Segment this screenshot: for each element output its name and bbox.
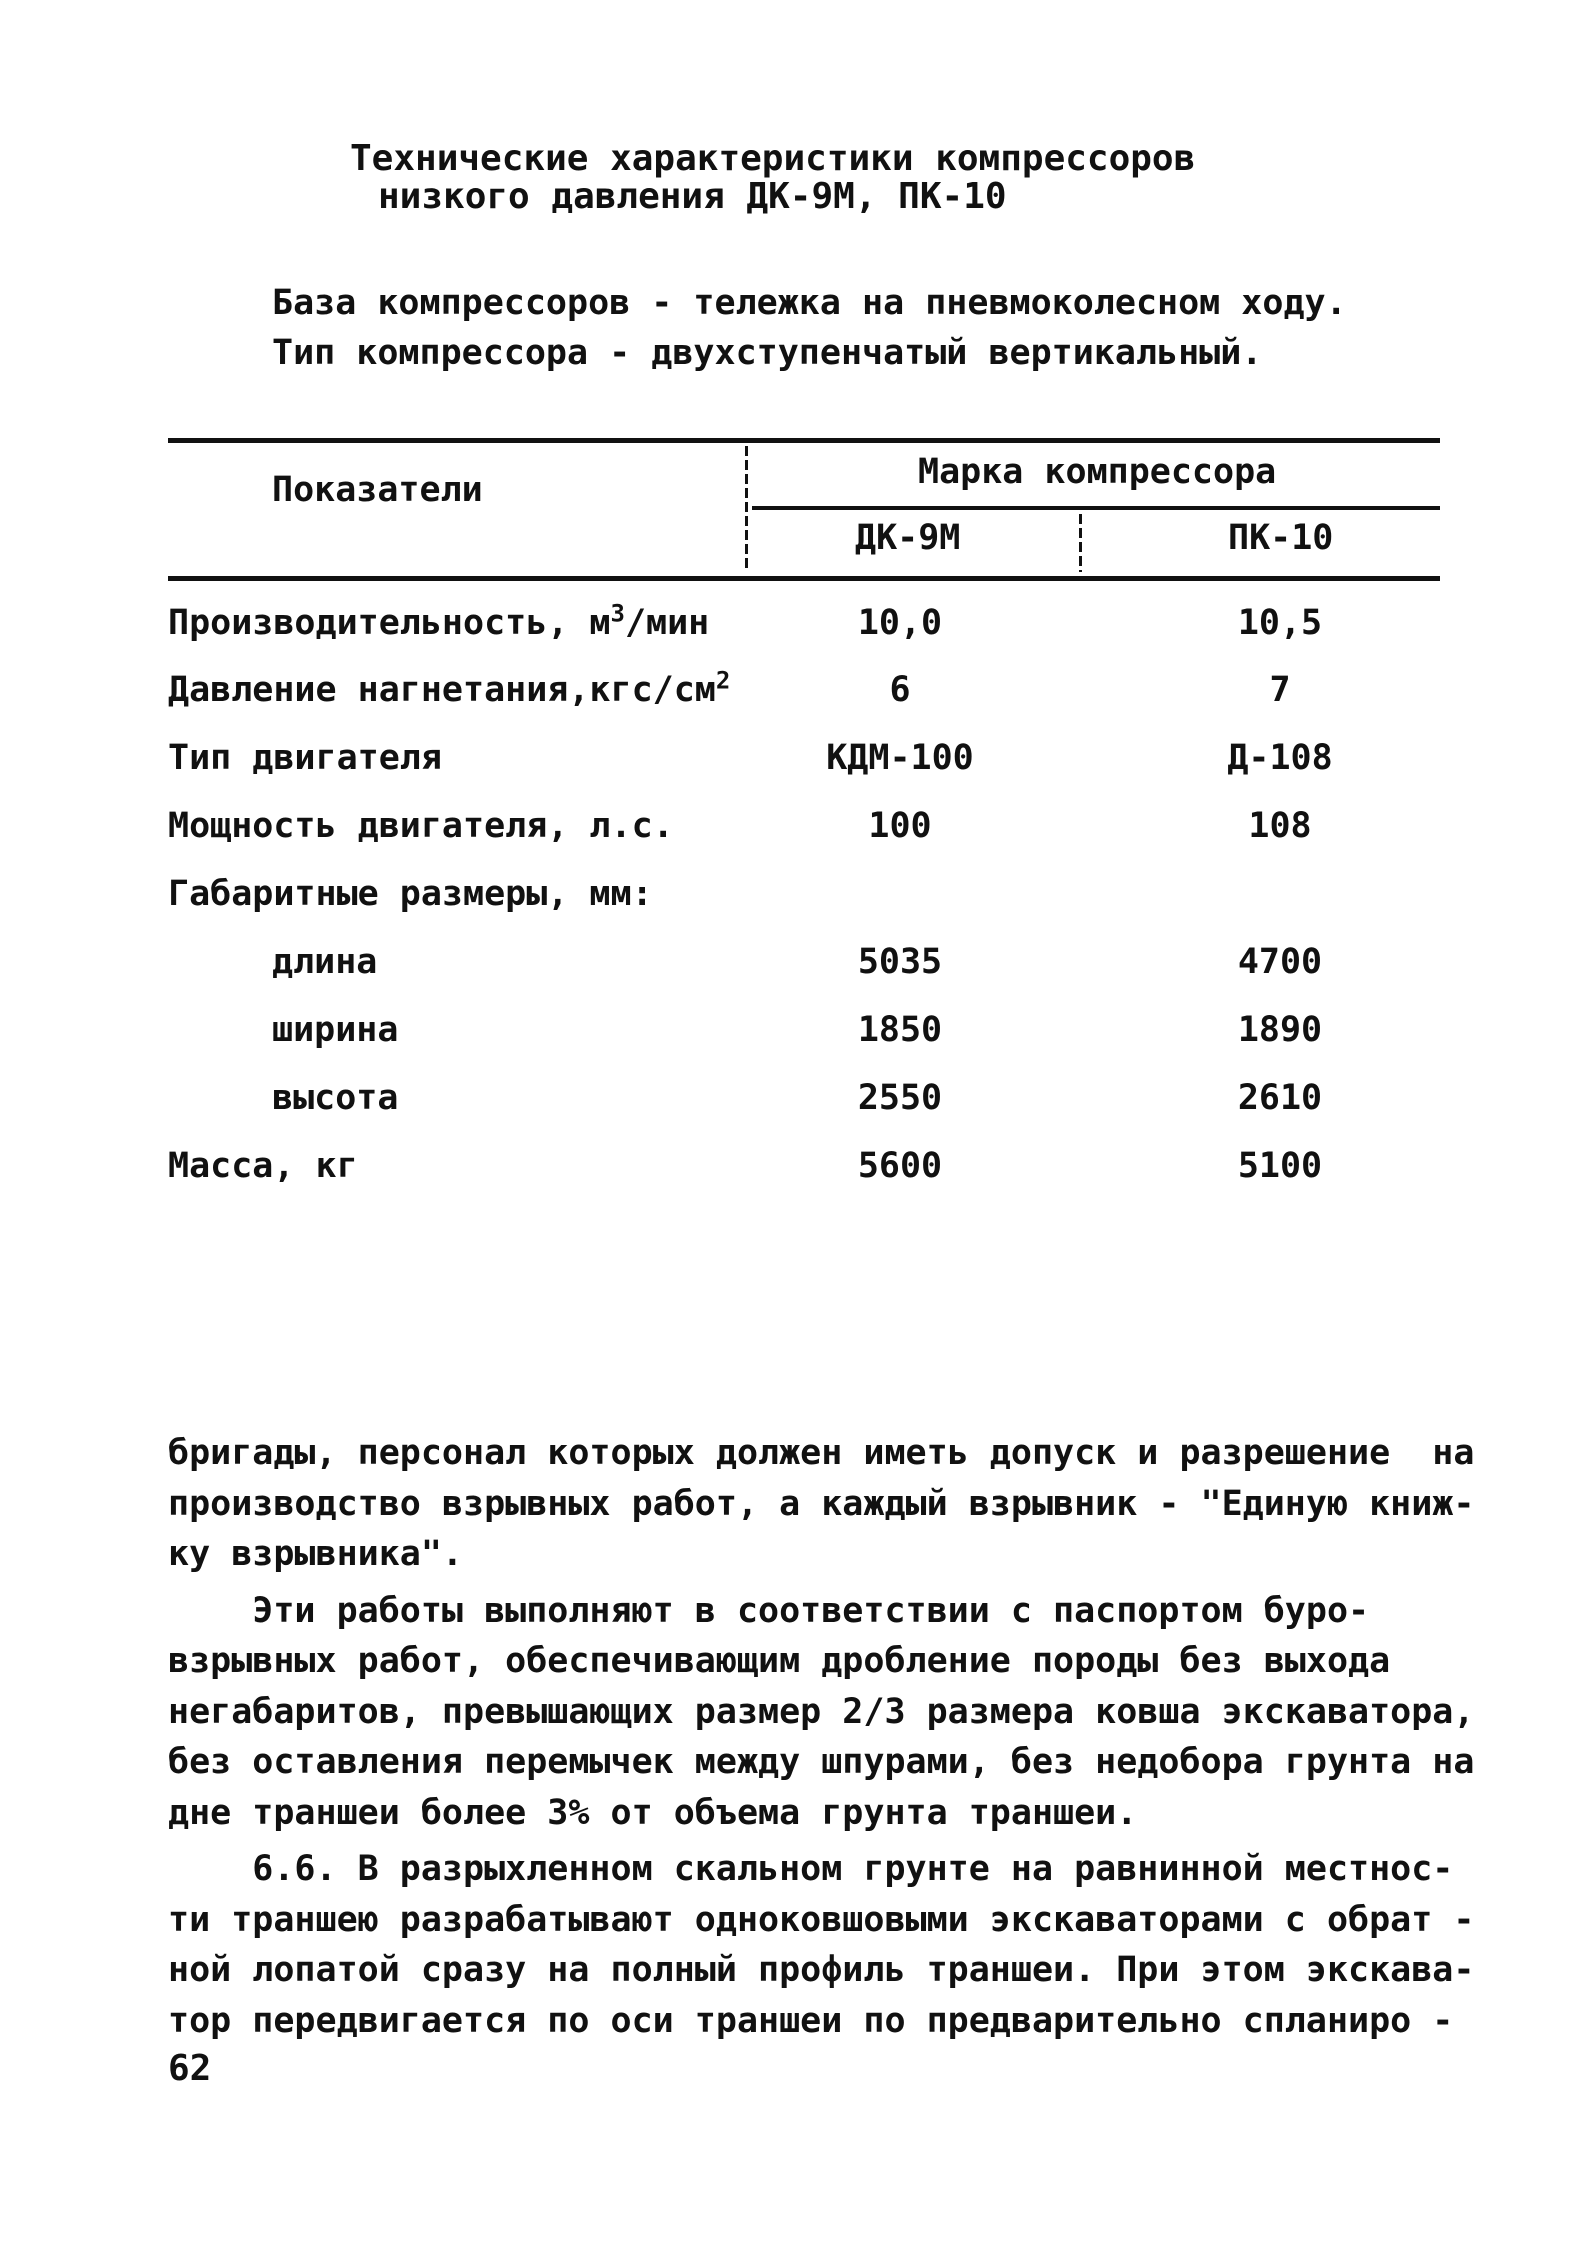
table-header-divider [745, 446, 748, 572]
intro-line-2: Тип компрессора - двухступенчатый вертикальный. [272, 333, 1263, 373]
value-length-dk9m: 5035 [857, 942, 943, 982]
value-mass-pk10: 5100 [1237, 1146, 1323, 1186]
body-text [168, 1428, 1475, 2046]
value-width-pk10: 1890 [1237, 1010, 1323, 1050]
body-line: тор передвигается по оси траншеи по предварительно спланиро - [168, 2000, 1454, 2041]
title-line-2: низкого давления ДК-9М, ПК-10 [378, 176, 1007, 217]
value-engine-power-dk9m: 100 [868, 806, 932, 846]
header-brand: Марка компрессора [918, 452, 1277, 492]
body-line: ти траншею разрабатывают одноковшовыми экскаваторами с обрат - [168, 1899, 1475, 1940]
row-label-length: длина [272, 942, 378, 982]
value-engine-type-pk10: Д-108 [1227, 738, 1333, 778]
title-line-1: Технические характеристики компрессоров [350, 138, 1196, 179]
header-model-pk10: ПК-10 [1228, 518, 1334, 558]
body-line: производство взрывных работ, а каждый взрывник - "Единую книж- [168, 1483, 1475, 1524]
body-line: Эти работы выполняют в соответствии с паспортом буро- [168, 1590, 1370, 1631]
table-header-bottom-rule [168, 576, 1440, 581]
body-line: без оставления перемычек между шпурами, без недобора грунта на [168, 1742, 1475, 1782]
table-header-mid-rule [752, 506, 1440, 510]
value-engine-type-dk9m: КДМ-100 [826, 738, 974, 778]
body-line: негабаритов, превышающих размер 2/3 размера ковша экскаватора, [168, 1691, 1475, 1732]
value-productivity-dk9m: 10,0 [857, 603, 943, 643]
row-label-dimensions: Габаритные размеры, мм: [168, 874, 653, 914]
row-label-mass: Масса, кг [168, 1146, 358, 1186]
value-productivity-pk10: 10,5 [1237, 603, 1323, 643]
table-top-rule [168, 438, 1440, 443]
intro-text [272, 278, 1347, 378]
body-line: 6.6. В разрыхленном скальном грунте на равнинной местнос- [168, 1849, 1454, 1889]
value-length-pk10: 4700 [1237, 942, 1323, 982]
row-label-productivity: Производительность, $м^3$/мин [168, 599, 710, 643]
value-height-pk10: 2610 [1237, 1078, 1323, 1118]
table-title [350, 140, 1195, 216]
table-subheader-divider [1079, 514, 1082, 572]
value-engine-power-pk10: 108 [1248, 806, 1312, 846]
intro-line-1: База компрессоров - тележка на пневмоколесном ходу. [272, 283, 1347, 323]
header-model-dk9m: ДК-9М [855, 518, 961, 558]
row-label-engine-type: Тип двигателя [168, 738, 442, 778]
body-line: дне траншеи более 3% от объема грунта траншеи. [168, 1792, 1138, 1833]
row-label-engine-power: Мощность двигателя, л.с. [168, 806, 674, 846]
row-label-width: ширина [272, 1010, 399, 1050]
body-line: бригады, персонал которых должен иметь допуск и разрешение на [168, 1433, 1475, 1473]
row-label-pressure: Давление $нагнетания,кгс/см^2$ [168, 666, 731, 710]
value-pressure-pk10: 7 [1269, 670, 1291, 710]
body-line: ной лопатой сразу на полный профиль траншеи. При этом экскава- [168, 1950, 1475, 1990]
page-number: 62 [168, 2048, 212, 2089]
row-label-height: высота [272, 1078, 399, 1118]
header-indicators: Показатели [272, 470, 483, 510]
value-mass-dk9m: 5600 [857, 1146, 943, 1186]
value-pressure-dk9m: 6 [889, 670, 911, 710]
body-line: взрывных работ, обеспечивающим дробление породы без выхода [168, 1641, 1391, 1681]
value-height-dk9m: 2550 [857, 1078, 943, 1118]
body-line: ку взрывника". [168, 1534, 464, 1574]
value-width-dk9m: 1850 [857, 1010, 943, 1050]
